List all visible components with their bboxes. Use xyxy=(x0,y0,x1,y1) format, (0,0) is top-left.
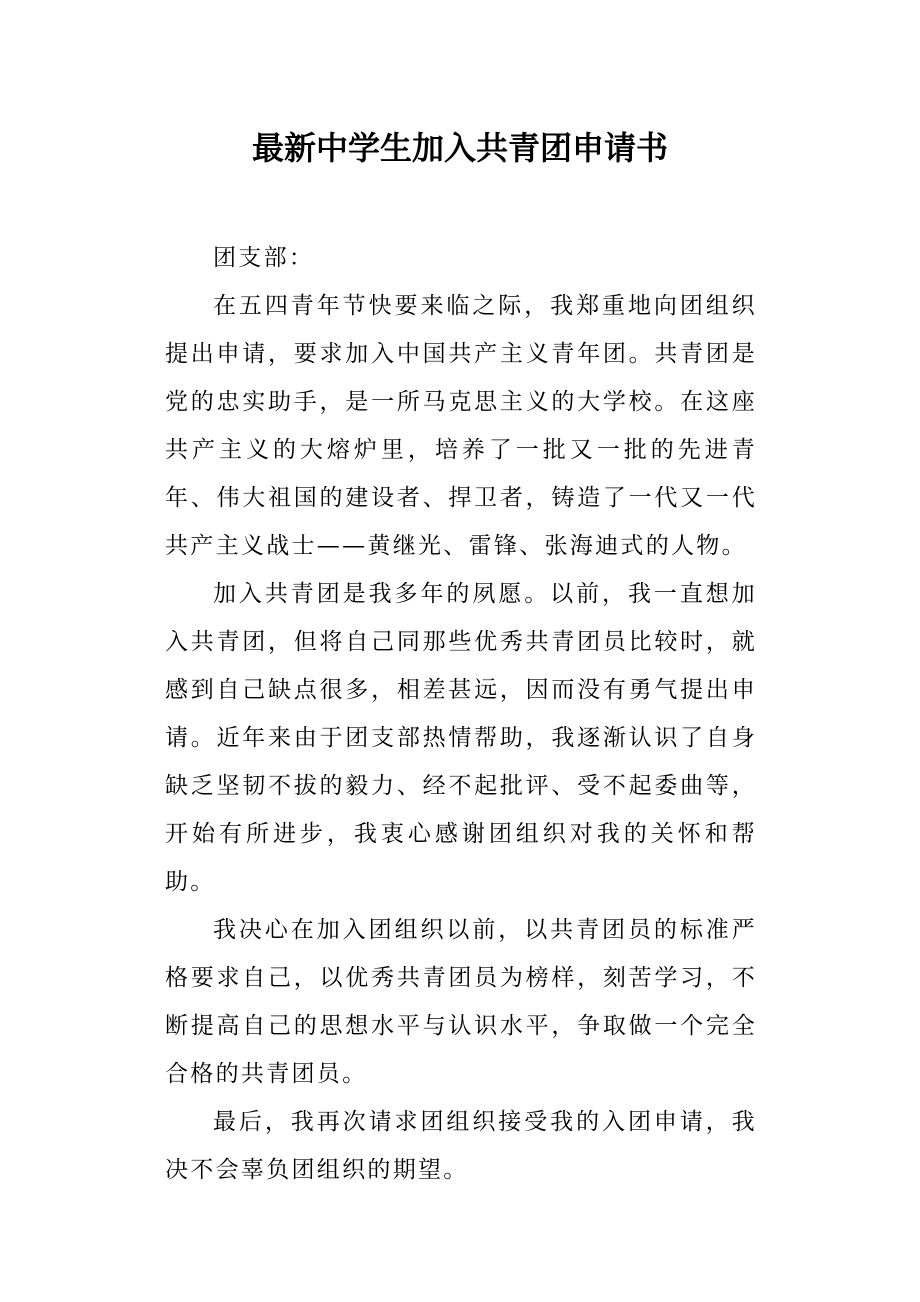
paragraph-4: 最后，我再次请求团组织接受我的入团申请，我决不会辜负团组织的期望。 xyxy=(165,1109,757,1183)
document-title: 最新中学生加入共青团申请书 xyxy=(251,129,668,167)
paragraph-2: 加入共青团是我多年的夙愿。以前，我一直想加入共青团，但将自己同那些优秀共青团员比较时，就感到自己缺点很多，相差甚远，因而没有勇气提出申请。近年来由于团支部热情帮助，我逐渐认识了自身缺乏坚韧不拔的毅力、经不起批评、受不起委曲等，开始有所进步，我衷心感谢团组织对我的关怀和帮助。 xyxy=(165,581,757,895)
document-body xyxy=(165,234,757,1194)
salutation: 团支部： xyxy=(213,245,315,271)
paragraph-1: 在五四青年节快要来临之际，我郑重地向团组织提出申请，要求加入中国共产主义青年团。共青团是党的忠实助手，是一所马克思主义的大学校。在这座共产主义的大熔炉里，培养了一批又一批的先进青年、伟大祖国的建设者、捍卫者，铸造了一代又一代共产主义战士——黄继光、雷锋、张海迪式的人物。 xyxy=(165,293,757,559)
paragraph-3: 我决心在加入团组织以前，以共青团员的标准严格要求自己，以优秀共青团员为榜样，刻苦学习，不断提高自己的思想水平与认识水平，争取做一个完全合格的共青团员。 xyxy=(165,917,757,1087)
